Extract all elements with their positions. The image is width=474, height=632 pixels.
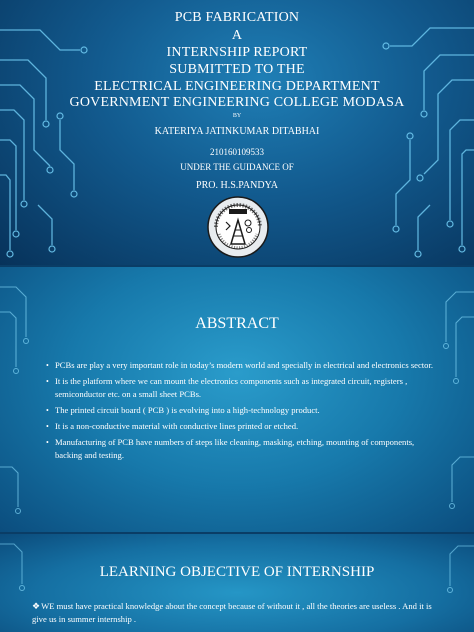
- report-title: PCB FABRICATION: [174, 10, 300, 25]
- abstract-bullet-list: [52, 359, 437, 465]
- report-title-a: A: [231, 28, 243, 43]
- enrollment-number: 210160109533: [210, 147, 264, 157]
- diamond-bullet-icon: ❖: [32, 601, 41, 611]
- abstract-heading: ABSTRACT: [195, 315, 279, 332]
- learning-objective-paragraph: [32, 600, 442, 626]
- learning-objective-text: WE must have practical knowledge about the concept because of without it , all the theories are useless . And it is give us in summer internship .: [32, 601, 432, 624]
- report-type: INTERNSHIP REPORT: [166, 45, 308, 60]
- list-item: • It is a non-conductive material with conductive lines printed or etched.: [52, 420, 437, 433]
- learning-objective-slide: [0, 534, 474, 632]
- student-name: KATERIYA JATINKUMAR DITABHAI: [154, 126, 320, 137]
- submitted-to: SUBMITTED TO THE: [169, 62, 305, 77]
- list-item: • The printed circuit board ( PCB ) is evolving into a high-technology product.: [52, 404, 437, 417]
- by-label: BY: [232, 113, 242, 119]
- guidance-label: UNDER THE GUIDANCE OF: [180, 162, 294, 172]
- college-name: GOVERNMENT ENGINEERING COLLEGE MODASA: [69, 95, 405, 110]
- list-item: • Manufacturing of PCB have numbers of steps like cleaning, masking, etching, mounting of components, backing and testing.: [52, 436, 437, 462]
- list-item: • It is the platform where we can mount the electronics components such as integrated circuit, registers , semiconductor etc. on a small sheet PCBs.: [52, 375, 437, 401]
- abstract-slide: [0, 267, 474, 532]
- guide-name: PRO. H.S.PANDYA: [196, 180, 278, 191]
- learning-objective-heading: LEARNING OBJECTIVE OF INTERNSHIP: [99, 564, 375, 580]
- college-seal-icon: [207, 196, 269, 258]
- department-name: ELECTRICAL ENGINEERING DEPARTMENT: [94, 79, 380, 94]
- list-item: • PCBs are play a very important role in today’s modern world and specially in electrical and electronics sector.: [52, 359, 437, 372]
- title-slide: [0, 0, 474, 265]
